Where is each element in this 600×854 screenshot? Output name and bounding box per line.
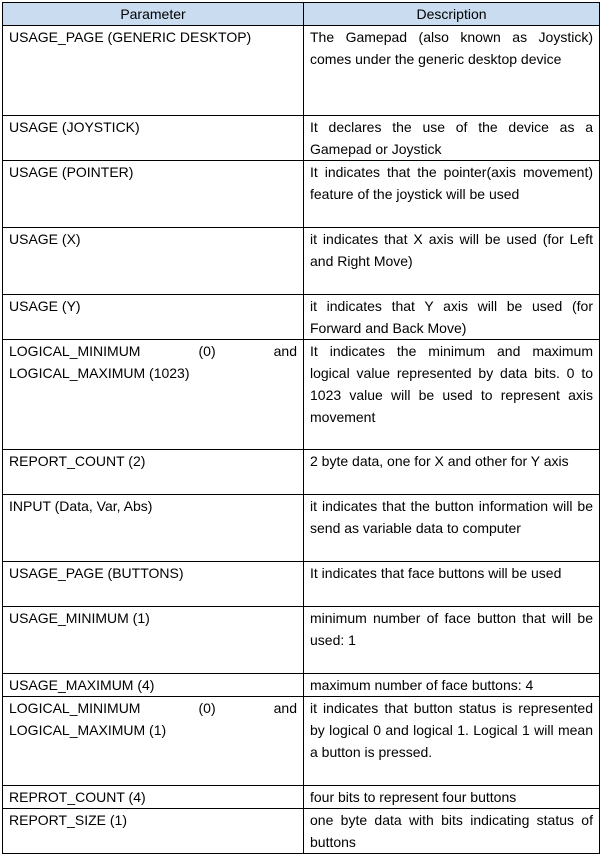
table-row — [3, 295, 600, 340]
parameter-cell: REPROT_COUNT (4) — [3, 786, 304, 809]
table-row — [3, 786, 600, 809]
table-header-row — [3, 3, 600, 26]
table-row — [3, 340, 600, 450]
table-row — [3, 495, 600, 562]
hid-descriptor-table — [2, 2, 600, 854]
parameter-cell: REPORT_COUNT (2) — [3, 450, 304, 495]
description-cell: It declares the use of the device as a Gamepad or Joystick — [304, 116, 600, 161]
description-column-header: Description — [304, 3, 600, 26]
description-cell: 2 byte data, one for X and other for Y axis — [304, 450, 600, 495]
parameter-cell: LOGICAL_MINIMUM (0) and LOGICAL_MAXIMUM (1) — [3, 697, 304, 786]
table-row — [3, 450, 600, 495]
parameter-cell: USAGE (JOYSTICK) — [3, 116, 304, 161]
table-row — [3, 674, 600, 697]
table-row — [3, 562, 600, 607]
table-row — [3, 228, 600, 295]
table-row — [3, 116, 600, 161]
description-cell: The Gamepad (also known as Joystick) comes under the generic desktop device — [304, 26, 600, 116]
parameter-cell: LOGICAL_MINIMUM (0) and LOGICAL_MAXIMUM (1023) — [3, 340, 304, 450]
table-row — [3, 26, 600, 116]
table-row — [3, 809, 600, 854]
parameter-cell: USAGE (X) — [3, 228, 304, 295]
parameter-cell: USAGE_PAGE (GENERIC DESKTOP) — [3, 26, 304, 116]
description-cell: It indicates that face buttons will be used — [304, 562, 600, 607]
parameter-cell: INPUT (Data, Var, Abs) — [3, 495, 304, 562]
parameter-cell: REPORT_SIZE (1) — [3, 809, 304, 854]
table-row — [3, 607, 600, 674]
parameter-cell: USAGE_MINIMUM (1) — [3, 607, 304, 674]
description-cell: it indicates that button status is represented by logical 0 and logical 1. Logical 1 will mean a button is pressed. — [304, 697, 600, 786]
description-cell: maximum number of face buttons: 4 — [304, 674, 600, 697]
description-cell: it indicates that the button information will be send as variable data to computer — [304, 495, 600, 562]
table-row — [3, 161, 600, 228]
parameter-cell: USAGE_MAXIMUM (4) — [3, 674, 304, 697]
table-row — [3, 697, 600, 786]
description-cell: four bits to represent four buttons — [304, 786, 600, 809]
description-cell: it indicates that Y axis will be used (for Forward and Back Move) — [304, 295, 600, 340]
parameter-cell: USAGE_PAGE (BUTTONS) — [3, 562, 304, 607]
parameter-column-header: Parameter — [3, 3, 304, 26]
description-cell: minimum number of face button that will be used: 1 — [304, 607, 600, 674]
description-cell: it indicates that X axis will be used (for Left and Right Move) — [304, 228, 600, 295]
description-cell: It indicates the minimum and maximum logical value represented by data bits. 0 to 1023 value will be used to represent axis movement — [304, 340, 600, 450]
description-cell: one byte data with bits indicating status of buttons — [304, 809, 600, 854]
parameter-cell: USAGE (Y) — [3, 295, 304, 340]
description-cell: It indicates that the pointer(axis movement) feature of the joystick will be used — [304, 161, 600, 228]
parameter-cell: USAGE (POINTER) — [3, 161, 304, 228]
